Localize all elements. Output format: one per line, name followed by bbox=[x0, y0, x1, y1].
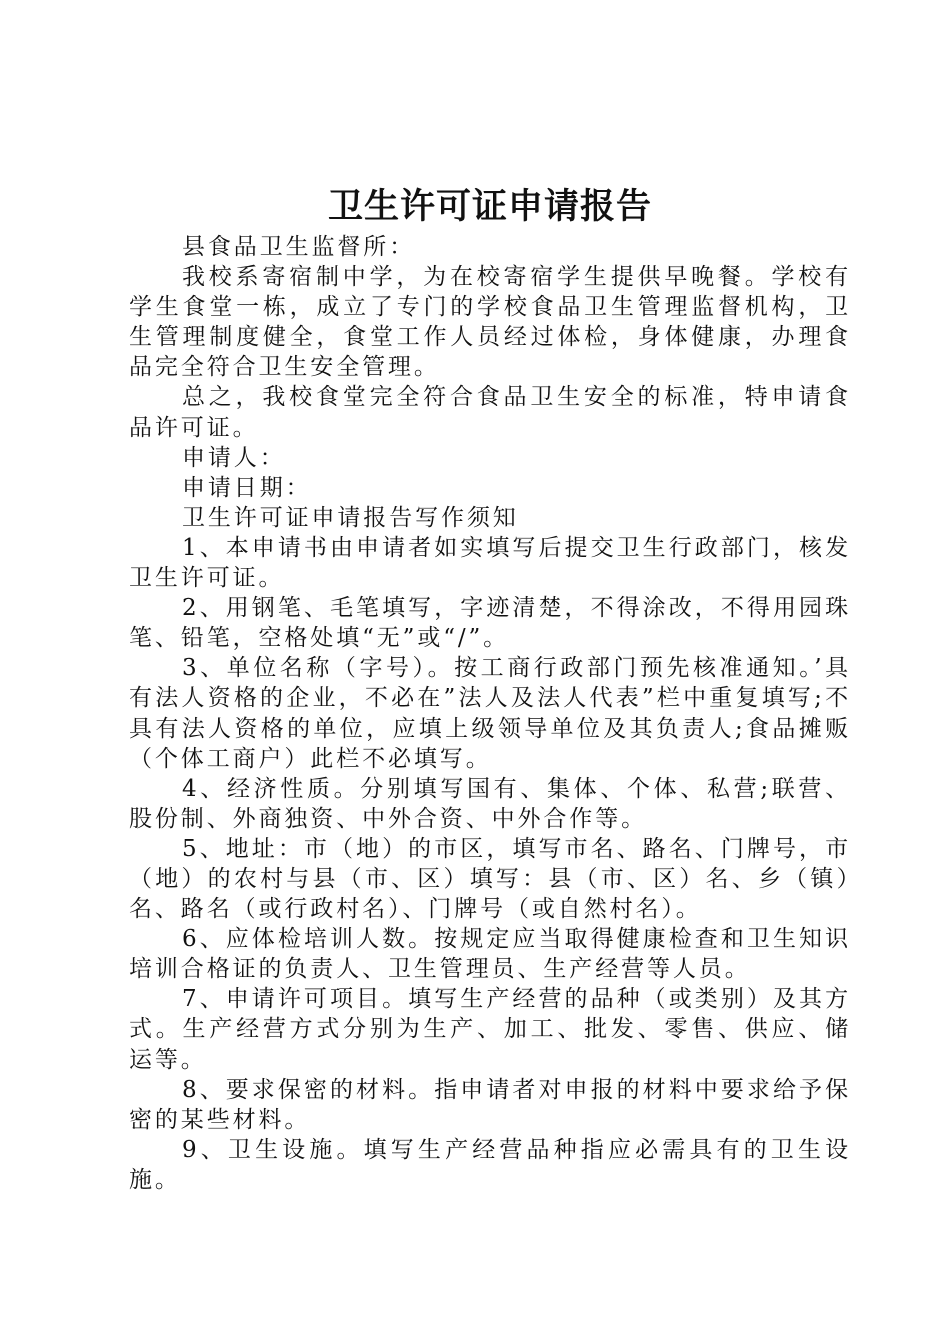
instruction-item: 5、地址：市（地）的市区，填写市名、路名、门牌号，市（地）的农村与县（市、区）填写：县（市、区）名、乡（镇）名、路名（或行政村名）、门牌号（或自然村名）。 bbox=[129, 835, 851, 923]
section-heading: 卫生许可证申请报告写作须知 bbox=[182, 504, 519, 531]
salutation: 县食品卫生监督所： bbox=[182, 234, 416, 260]
instruction-item: 9、卫生设施。填写生产经营品种指应必需具有的卫生设施。 bbox=[129, 1136, 851, 1193]
body-paragraph: 我校系寄宿制中学，为在校寄宿学生提供早晚餐。学校有学生食堂一栋，成立了专门的学校食品卫生管理监督机构，卫生管理制度健全，食堂工作人员经过体检，身体健康，办理食品完全符合卫生安全管理。 bbox=[129, 264, 851, 381]
applicant-line: 申请人： bbox=[182, 444, 286, 471]
application-date-line: 申请日期： bbox=[182, 474, 312, 501]
document-title: 卫生许可证申请报告 bbox=[327, 187, 652, 227]
instruction-item: 3、单位名称（字号）。按工商行政部门预先核准通知。’具有法人资格的企业，不必在”法人及法人代表”栏中重复填写;不具有法人资格的单位，应填上级领导单位及其负责人;食品摊贩（个体工商户）此栏不必填写。 bbox=[129, 655, 851, 772]
instruction-item: 2、用钢笔、毛笔填写，字迹清楚，不得涂改，不得用园珠笔、铅笔，空格处填“无”或“/”。 bbox=[129, 595, 851, 652]
instruction-item: 4、经济性质。分别填写国有、集体、个体、私营;联营、股份制、外商独资、中外合资、中外合作等。 bbox=[129, 775, 851, 832]
body-paragraph: 总之，我校食堂完全符合食品卫生安全的标准，特申请食品许可证。 bbox=[129, 384, 851, 441]
instruction-item: 8、要求保密的材料。指申请者对申报的材料中要求给予保密的某些材料。 bbox=[129, 1076, 851, 1133]
instruction-item: 6、应体检培训人数。按规定应当取得健康检查和卫生知识培训合格证的负责人、卫生管理员、生产经营等人员。 bbox=[129, 926, 851, 983]
document-body bbox=[129, 232, 851, 1195]
instruction-item: 1、本申请书由申请者如实填写后提交卫生行政部门，核发卫生许可证。 bbox=[129, 534, 851, 592]
instruction-item: 7、申请许可项目。填写生产经营的品种（或类别）及其方式。生产经营方式分别为生产、加工、批发、零售、供应、储运等。 bbox=[129, 986, 851, 1073]
